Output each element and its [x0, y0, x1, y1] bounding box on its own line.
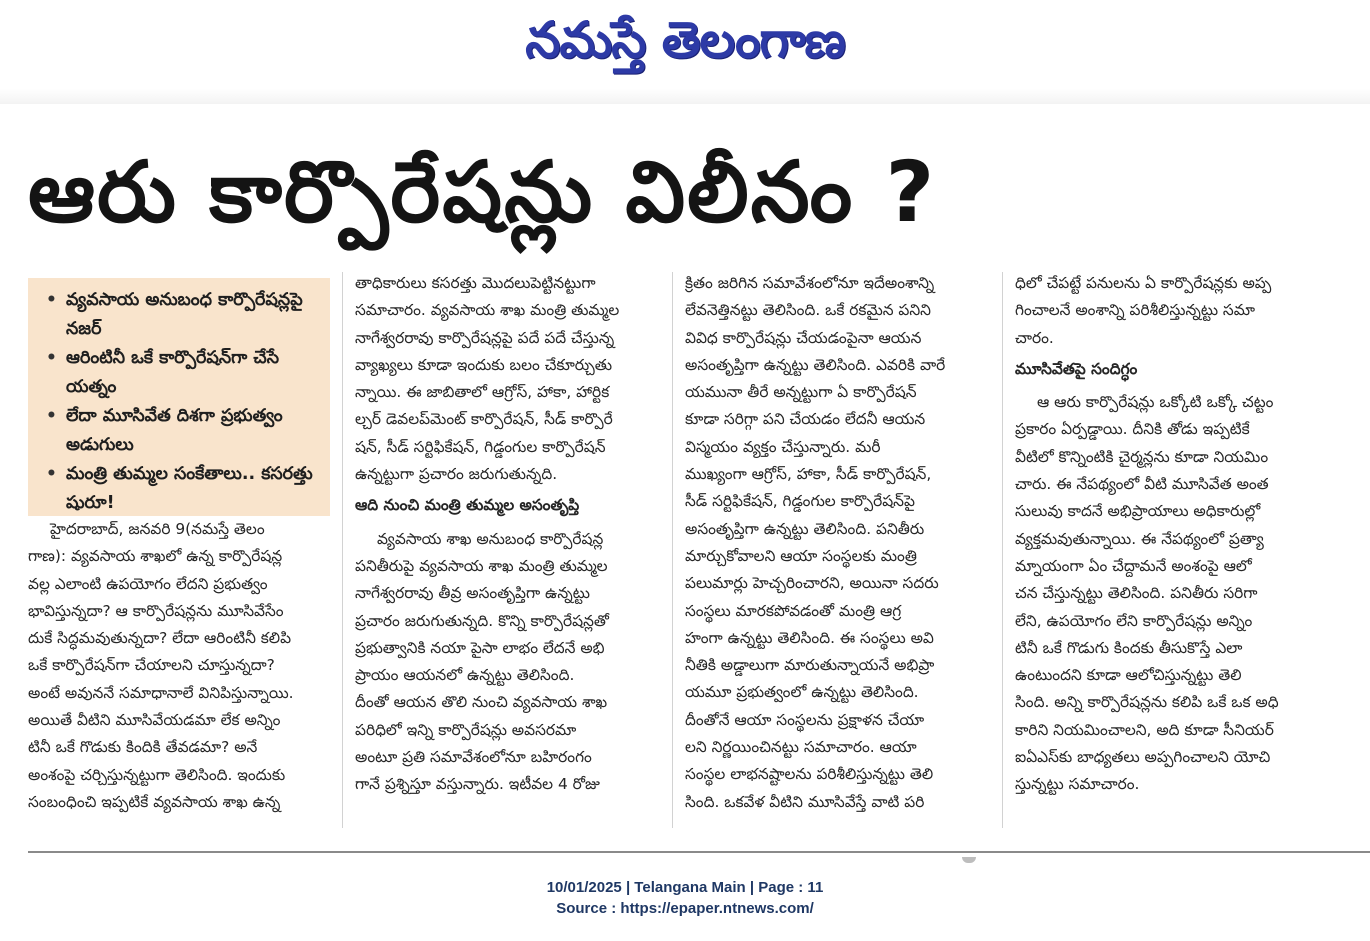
article-line: హంగా ఉన్నట్టు తెలిసింది. ఈ సంస్థలు అవి	[685, 628, 934, 647]
article-line: ఒకే కార్పొరేషన్‌గా చేయాలని చూస్తున్నదా?	[28, 656, 275, 675]
article-line: సంస్థల లాభనష్టాలను పరిశీలిస్తున్నట్టు తెలి	[685, 765, 934, 784]
article-column-4	[1015, 270, 1320, 830]
article-line: గానే ప్రశ్నిస్తూ వస్తున్నారు. ఇటీవల 4 రోజు	[355, 775, 600, 794]
article-line: సీడ్ సర్టిఫికేషన్, గిడ్డంగుల కార్పొరేషన్‌పై	[685, 492, 915, 511]
column-divider	[342, 272, 343, 828]
article-line: కూడా సరిగ్గా పని చేయడం లేదనీ ఆయన	[685, 410, 926, 429]
article-column-3	[685, 270, 990, 830]
source-link[interactable]: Source : https://epaper.ntnews.com/	[556, 900, 814, 917]
article-line: ఉన్నట్టుగా ప్రచారం జరుగుతున్నది.	[355, 465, 558, 484]
edition-info: 10/01/2025 | Telangana Main | Page : 11	[546, 879, 824, 896]
newspaper-logo: నమస్తే తెలంగాణ	[525, 11, 845, 69]
footer	[0, 877, 1370, 919]
article-line: అంటూ ప్రతి సమావేశంలోనూ బహిరంగం	[355, 748, 592, 767]
article-line: లని నిర్ణయించినట్టు సమాచారం. ఆయా	[685, 738, 917, 757]
article-line: యమునా తీరే అన్నట్టుగా ఏ కార్పొరేషన్	[685, 383, 917, 402]
article-line: యమూ ప్రభుత్వంలో ఉన్నట్టు తెలిసింది.	[685, 683, 919, 702]
article-line: ప్రాయం ఆయనలో ఉన్నట్టు తెలిసింది.	[355, 666, 575, 685]
article-line: ల్చర్ డెవలప్‌మెంట్ కార్పొరేషన్, సీడ్ కార్పొరే	[355, 410, 613, 429]
article-line: హైదరాబాద్, జనవరి 9(నమస్తే తెలం	[50, 520, 265, 538]
article-headline: ఆరు కార్పొరేషన్లు విలీనం ?	[28, 143, 937, 241]
article-line: టినీ ఒకే గొడుగు కిందకు తీసుకొస్తే ఎలా	[1015, 638, 1243, 657]
article-line: కారిని నియమించాలని, అది కూడా సీనియర్	[1015, 720, 1274, 739]
article-line: గించాలనే అంశాన్ని పరిశీలిస్తున్నట్టు సమా	[1015, 301, 1255, 320]
bullet-icon: •	[46, 290, 57, 310]
highlight-item	[46, 344, 324, 402]
article-line: సంబంధించి ఇప్పటికే వ్యవసాయ శాఖ ఉన్న	[28, 792, 281, 811]
article-line: ఆ ఆరు కార్పొరేషన్లు ఒక్కోటి ఒక్కో చట్టం	[1037, 393, 1274, 412]
article-line: న్నాయి. ఈ జాబితాలో ఆగ్రోస్, హాకా, హార్టిక	[355, 383, 610, 402]
article-line: స్తున్నట్టు సమాచారం.	[1015, 775, 1140, 794]
bullet-icon: •	[46, 406, 57, 426]
article-line: వీటిలో కొన్నింటికి చైర్మన్లను కూడా నియమిం	[1015, 447, 1269, 466]
article-line: వల్ల ఎలాంటి ఉపయోగం లేదని ప్రభుత్వం	[28, 574, 268, 593]
article-line: టినీ ఒకే గొడుకు కిందికి తేవడమా? అనే	[28, 738, 258, 757]
article-line: వ్యాఖ్యలు కూడా ఇందుకు బలం చేకూర్చుతు	[355, 355, 613, 374]
article-line: ఐఏఎస్‌కు బాధ్యతలు అప్పగించాలని యోచి	[1015, 748, 1271, 767]
highlight-text: ఆరింటినీ ఒకే కార్పొరేషన్‌గా చేసే యత్నం	[66, 348, 279, 397]
article-line: క్రితం జరిగిన సమావేశంలోనూ ఇదేఅంశాన్ని	[685, 274, 935, 292]
highlight-item	[46, 460, 324, 518]
article-line: దీంతోనే ఆయా సంస్థలను ప్రక్షాళన చేయా	[685, 710, 925, 729]
article-line: అసంతృప్తిగా ఉన్నట్టు తెలిసింది. ఎవరికి వారే	[685, 355, 946, 374]
article-line: మార్చుకోవాలని ఆయా సంస్థలకు మంత్రి	[685, 546, 917, 565]
article-line: ప్రచారం జరుగుతున్నది. కొన్ని కార్పొరేషన్లతో	[355, 611, 609, 630]
article-line: లేవనెత్తినట్టు తెలిసింది. ఒకే రకమైన పనిని	[685, 301, 931, 320]
article-line: ప్రభుత్వానికి నయా పైసా లాభం లేదనే అభి	[355, 638, 605, 657]
article-line: పరిధిలో ఇన్ని కార్పొరేషన్లు అవసరమా	[355, 720, 577, 739]
article-line: నాగేశ్వరరావు తీవ్ర అసంతృప్తిగా ఉన్నట్టు	[355, 584, 590, 603]
article-line: తాధికారులు కసరత్తు మొదలుపెట్టినట్టుగా	[355, 274, 596, 292]
article-line: భావిస్తున్నదా? ఆ కార్పొరేషన్లను మూసివేసేం	[28, 601, 284, 620]
highlight-item	[46, 286, 324, 344]
article-line: మ్నాయంగా ఏం చేద్దామనే అంశంపై ఆలో	[1015, 556, 1252, 575]
masthead	[0, 0, 1370, 104]
article-line: అయితే వీటిని మూసివేయడమా లేక అన్నిం	[28, 711, 281, 730]
article-line: వివిధ కార్పొరేషన్లు చేయడంపైనా ఆయన	[685, 328, 922, 347]
bullet-icon: •	[46, 348, 57, 368]
article-line: లేని, ఉపయోగం లేని కార్పొరేషన్లు అన్నిం	[1015, 611, 1253, 630]
highlight-text: లేదా మూసివేత దిశగా ప్రభుత్వం అడుగులు	[66, 406, 283, 455]
article-line: పనితీరుపై వ్యవసాయ శాఖ మంత్రి తుమ్మల	[355, 556, 608, 575]
footer-rule	[28, 851, 1370, 853]
article-line: ప్రకారం ఏర్పడ్డాయి. దీనికి తోడు ఇప్పటికే	[1015, 420, 1250, 439]
article-line: షన్, సీడ్ సర్టిఫికేషన్, గిడ్డంగుల కార్పొరేషన్	[355, 437, 606, 456]
article-line: సంస్థలు మారకపోవడంతో మంత్రి ఆగ్ర	[685, 601, 902, 620]
article-line: చన చేస్తున్నట్టు తెలిసింది. పనితీరు సరిగా	[1015, 584, 1258, 603]
article-line: సింది. ఒకవేళ వీటిని మూసివేస్తే వాటి పరి	[685, 792, 925, 811]
article-line: నాగేశ్వరరావు కార్పొరేషన్లపై పదే పదే చేస్తున్న	[355, 328, 615, 347]
highlight-text: వ్యవసాయ అనుబంధ కార్పొరేషన్లపై నజర్	[66, 290, 303, 339]
article-line: సమాచారం. వ్యవసాయ శాఖ మంత్రి తుమ్మల	[355, 301, 620, 320]
article-line: దుకే సిద్ధమవుతున్నదా? లేదా ఆరింటినీ కలిపి	[28, 629, 292, 648]
article-line: ముఖ్యంగా ఆగ్రోస్, హాకా, సీడ్ కార్పొరేషన్,	[685, 465, 932, 484]
highlights-box	[28, 278, 330, 516]
article-line: అంశంపై చర్చిస్తున్నట్టుగా తెలిసింది. ఇందుకు	[28, 765, 286, 784]
article-line: వ్యక్తమవుతున్నాయి. ఈ నేపథ్యంలో ప్రత్యా	[1015, 529, 1264, 548]
article-line: పలుమార్లు హెచ్చరించారని, అయినా సదరు	[685, 574, 939, 593]
article-line: సింది. అన్ని కార్పొరేషన్లను కలిపి ఒకే ఒక అధి	[1015, 693, 1279, 712]
article-line: చారం.	[1015, 328, 1054, 347]
article-line: చారు. ఈ నేపథ్యంలో వీటి మూసివేత అంత	[1015, 475, 1269, 494]
column-divider	[1002, 272, 1003, 828]
article-line: ఉంటుందని కూడా ఆలోచిస్తున్నట్టు తెలి	[1015, 666, 1242, 685]
article-line: దీంతో ఆయన తొలి నుంచి వ్యవసాయ శాఖ	[355, 693, 608, 712]
article-line: నీతికి అడ్డాలుగా మారుతున్నాయనే అభిప్రా	[685, 656, 935, 675]
section-subhead: మూసివేతపై సందిగ్ధం	[1015, 359, 1138, 378]
article-column-1	[28, 516, 330, 830]
article-line: అంటే అవుననే సమాధానాలే వినిపిస్తున్నాయి.	[28, 683, 294, 702]
highlight-item	[46, 402, 324, 460]
article-line: విస్మయం వ్యక్తం చేస్తున్నారు. మరీ	[685, 437, 881, 456]
footer-marker	[962, 857, 976, 863]
section-subhead: ఆది నుంచి మంత్రి తుమ్మల అసంతృప్తి	[355, 496, 580, 515]
article-line: సులువు కాదనే అభిప్రాయాలు అధికారుల్లో	[1015, 502, 1261, 521]
highlight-text: మంత్రి తుమ్మల సంకేతాలు.. కసరత్తు షురూ!	[66, 464, 313, 513]
article-line: గాణ): వ్యవసాయ శాఖలో ఉన్న కార్పొరేషన్ల	[28, 547, 283, 566]
article-line: ధిలో చేపట్టే పనులను ఏ కార్పొరేషన్లకు అప్ప	[1015, 274, 1272, 292]
article-line: అసంతృప్తిగా ఉన్నట్టు తెలిసింది. పనితీరు	[685, 519, 925, 538]
column-divider	[672, 272, 673, 828]
bullet-icon: •	[46, 464, 57, 484]
article-column-2	[355, 270, 660, 830]
article-line: వ్యవసాయ శాఖ అనుబంధ కార్పొరేషన్ల	[377, 529, 604, 548]
